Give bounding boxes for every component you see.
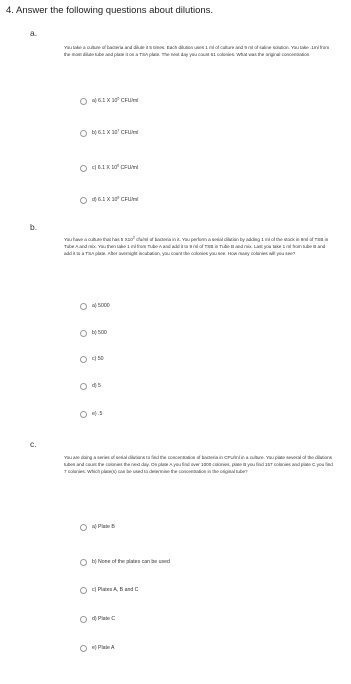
option-exponent: 6: [117, 163, 120, 168]
part-b-option-b[interactable]: [80, 328, 107, 338]
radio-button[interactable]: [80, 524, 87, 531]
radio-button[interactable]: [80, 165, 87, 172]
assignment-heading: 4. Answer the following questions about dilutions.: [6, 5, 214, 16]
radio-button[interactable]: [80, 616, 87, 623]
part-a-option-a[interactable]: [80, 96, 138, 106]
part-b-question: [64, 236, 334, 257]
part-a-question: You take a culture of bacteria and dilute it 5 times. Each dilution uses 1 ml of culture and 9 ml of saline solution. You take .1ml from the most dilute tube and plate it on a TSA plate. The next day you count 61 colonies. What was the original concentration: [64, 45, 330, 58]
option-suffix: CFU/ml: [119, 130, 139, 136]
option-prefix: b) 6.1 X 10: [92, 130, 118, 136]
option-label: b) 500: [92, 330, 107, 336]
option-label: e) .5: [92, 411, 103, 417]
radio-button[interactable]: [80, 98, 87, 105]
option-label: d) 5: [92, 383, 101, 389]
option-label: c) 50: [92, 356, 104, 362]
option-label: a) Plate B: [92, 524, 115, 530]
option-suffix: CFU/ml: [119, 197, 139, 203]
part-c-letter: c.: [30, 439, 37, 449]
radio-button[interactable]: [80, 330, 87, 337]
part-c-option-d[interactable]: [80, 614, 115, 624]
part-a-option-b[interactable]: [80, 128, 138, 138]
part-a-option-d[interactable]: [80, 195, 138, 205]
part-b-option-d[interactable]: [80, 381, 101, 391]
option-exponent: 5: [117, 96, 120, 101]
part-c-option-b[interactable]: [80, 557, 170, 567]
part-c-option-c[interactable]: [80, 585, 138, 595]
part-b-option-c[interactable]: [80, 354, 104, 364]
option-prefix: c) 6.1 X 10: [92, 165, 118, 171]
radio-button[interactable]: [80, 559, 87, 566]
radio-button[interactable]: [80, 587, 87, 594]
part-c-option-e[interactable]: [80, 643, 115, 653]
radio-button[interactable]: [80, 197, 87, 204]
option-exponent: 7: [117, 128, 120, 133]
option-label: e) Plate A: [92, 645, 115, 651]
option-label: a) 5000: [92, 303, 110, 309]
radio-button[interactable]: [80, 383, 87, 390]
radio-button[interactable]: [80, 411, 87, 418]
part-c-question: You are doing a series of serial dilutions to find the concentration of bacteria in CFU/ml in a culture. You plate several of the dilutions tubes and count the colonies the next day. On plate A you find over 1000 colonies, plate B you find 157 colonies and plate C you find 7 colonies. Which plate(s) can be used to determine the concentration in the original tube?: [64, 455, 333, 475]
part-a-letter: a.: [30, 28, 38, 38]
option-suffix: CFU/ml: [119, 98, 139, 104]
part-b-option-e[interactable]: [80, 409, 102, 419]
radio-button[interactable]: [80, 356, 87, 363]
question-text-start: You have a culture that has 5 X10: [64, 237, 133, 242]
part-b-letter: b.: [30, 222, 38, 232]
option-exponent: 8: [117, 195, 120, 200]
part-b-option-a[interactable]: [80, 301, 110, 311]
radio-button[interactable]: [80, 645, 87, 652]
radio-button[interactable]: [80, 303, 87, 310]
option-label: b) None of the plates can be used: [92, 559, 170, 565]
radio-button[interactable]: [80, 130, 87, 137]
option-suffix: CFU/ml: [119, 165, 139, 171]
option-prefix: d) 6.1 X 10: [92, 197, 118, 203]
part-c-option-a[interactable]: [80, 522, 115, 532]
option-label: c) Plates A, B and C: [92, 587, 139, 593]
question-exponent: 3: [132, 235, 135, 240]
option-label: d) Plate C: [92, 616, 116, 622]
option-prefix: a) 6.1 X 10: [92, 98, 118, 104]
question-text-rest: cfu/ml of bacteria in it. You perform a serial dilution by adding 1 ml of the stock in 9ml of TSB in Tube A and mix. You then take 1 ml from Tube A and add it to 9 ml of TSB in Tube B and mix. Last you take 1 ml from tube B and add it to a TSA plate. After overnight incubation, you count the colonies you see. How many colonies will you see?: [64, 237, 329, 257]
part-a-option-c[interactable]: [80, 163, 138, 173]
